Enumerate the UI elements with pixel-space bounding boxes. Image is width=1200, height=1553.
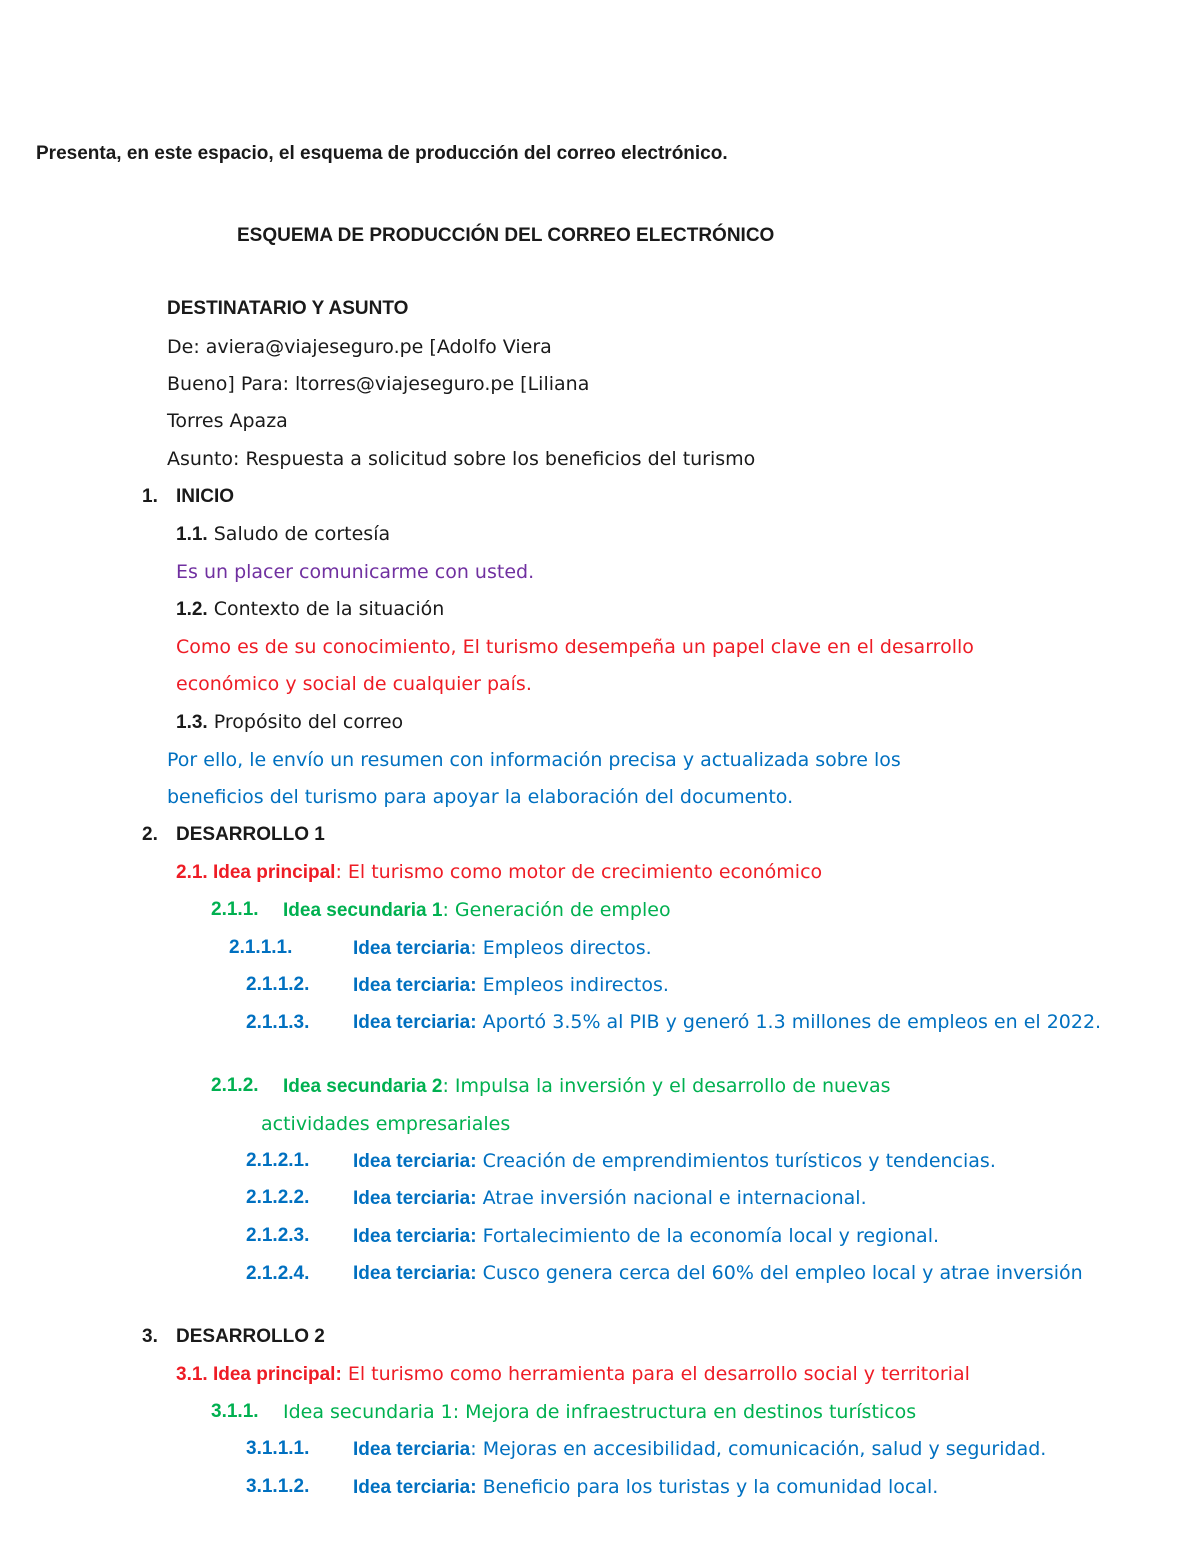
tertiary-idea-label: Idea terciaria:	[353, 1263, 477, 1284]
section-number: 1.	[142, 486, 158, 507]
subsection-label: Contexto de la situación	[207, 598, 445, 620]
tertiary-idea-label: Idea terciaria:	[353, 1226, 477, 1247]
secondary-idea-label: Idea secundaria 2	[283, 1076, 443, 1097]
main-idea-text: El turismo como herramienta para el desarrollo social y territorial	[341, 1363, 970, 1385]
tertiary-idea-number: 2.1.2.1.	[246, 1150, 310, 1171]
tertiary-idea-text: Aportó 3.5% al PIB y generó 1.3 millones de empleos en el 2022.	[476, 1011, 1102, 1033]
tertiary-idea-text: Cusco genera cerca del 60% del empleo local y atrae inversión	[476, 1262, 1083, 1284]
main-idea-number: 2.1.	[176, 862, 208, 883]
tertiary-idea-text: Creación de emprendimientos turísticos y tendencias.	[476, 1150, 996, 1172]
tertiary-idea-text: Fortalecimiento de la economía local y regional.	[476, 1225, 940, 1247]
main-idea-label: Idea principal	[207, 862, 336, 883]
main-idea-label: Idea principal:	[207, 1364, 342, 1385]
subsection-label: Saludo de cortesía	[207, 523, 391, 545]
main-idea	[176, 1363, 970, 1386]
tertiary-idea-text: Beneficio para los turistas y la comunidad local.	[476, 1476, 939, 1498]
to-name-line: Torres Apaza	[167, 410, 288, 432]
tertiary-idea-text: : Mejoras en accesibilidad, comunicación, salud y seguridad.	[470, 1438, 1047, 1460]
greeting-text: Es un placer comunicarme con usted.	[176, 561, 535, 583]
purpose-text-line: beneficios del turismo para apoyar la elaboración del documento.	[167, 786, 794, 808]
section-number: 2.	[142, 824, 158, 845]
tertiary-idea	[353, 1187, 867, 1210]
tertiary-idea-number: 2.1.2.4.	[246, 1263, 310, 1284]
secondary-idea-text: : Generación de empleo	[442, 899, 671, 921]
document-title: ESQUEMA DE PRODUCCIÓN DEL CORREO ELECTRÓNICO	[237, 225, 775, 246]
subsection-number: 1.3.	[176, 712, 208, 733]
recipient-heading: DESTINATARIO Y ASUNTO	[167, 298, 409, 319]
tertiary-idea-number: 3.1.1.2.	[246, 1476, 310, 1497]
tertiary-idea-number: 2.1.2.3.	[246, 1225, 310, 1246]
tertiary-idea-label: Idea terciaria:	[353, 1188, 477, 1209]
tertiary-idea	[353, 937, 652, 960]
secondary-idea	[283, 1075, 891, 1098]
secondary-idea	[283, 899, 671, 922]
tertiary-idea-label: Idea terciaria	[353, 938, 471, 959]
secondary-idea-label: Idea secundaria 1	[283, 900, 443, 921]
subject-line: Asunto: Respuesta a solicitud sobre los beneficios del turismo	[167, 448, 756, 470]
subsection-context	[176, 598, 444, 621]
tertiary-idea	[353, 1010, 1143, 1035]
tertiary-idea-number: 2.1.1.3.	[246, 1012, 310, 1033]
context-text-line: Como es de su conocimiento, El turismo desempeña un papel clave en el desarrollo	[176, 636, 974, 658]
tertiary-idea	[353, 974, 669, 997]
tertiary-idea-number: 3.1.1.1.	[246, 1438, 310, 1459]
purpose-text-line: Por ello, le envío un resumen con información precisa y actualizada sobre los	[167, 749, 901, 771]
section-heading-desarrollo-1: DESARROLLO 1	[176, 824, 325, 845]
tertiary-idea-label: Idea terciaria:	[353, 1012, 477, 1033]
from-line: De: aviera@viajeseguro.pe [Adolfo Viera	[167, 336, 552, 358]
secondary-idea-continuation: actividades empresariales	[261, 1113, 511, 1135]
subsection-label: Propósito del correo	[207, 711, 404, 733]
tertiary-idea-text: Atrae inversión nacional e internacional.	[476, 1187, 867, 1209]
tertiary-idea	[353, 1150, 996, 1173]
subsection-number: 1.1.	[176, 524, 208, 545]
tertiary-idea-label: Idea terciaria:	[353, 1151, 477, 1172]
secondary-idea-number: 2.1.1.	[211, 899, 259, 920]
tertiary-idea	[353, 1476, 938, 1499]
tertiary-idea-number: 2.1.1.2.	[246, 974, 310, 995]
tertiary-idea-text: Empleos indirectos.	[476, 974, 669, 996]
instructions: Presenta, en este espacio, el esquema de producción del correo electrónico.	[36, 143, 728, 164]
secondary-idea-number: 3.1.1.	[211, 1401, 259, 1422]
section-number: 3.	[142, 1326, 158, 1347]
tertiary-idea-number: 2.1.1.1.	[229, 937, 293, 958]
secondary-idea-text: : Impulsa la inversión y el desarrollo de nuevas	[442, 1075, 891, 1097]
section-heading-desarrollo-2: DESARROLLO 2	[176, 1326, 325, 1347]
subsection-greeting	[176, 523, 390, 546]
subsection-purpose	[176, 711, 403, 734]
tertiary-idea-text: : Empleos directos.	[470, 937, 652, 959]
tertiary-idea	[353, 1225, 939, 1248]
section-heading-inicio: INICIO	[176, 486, 235, 507]
secondary-idea-number: 2.1.2.	[211, 1075, 259, 1096]
main-idea-number: 3.1.	[176, 1364, 208, 1385]
subsection-number: 1.2.	[176, 599, 208, 620]
main-idea	[176, 861, 822, 884]
context-text-line: económico y social de cualquier país.	[176, 673, 532, 695]
tertiary-idea	[353, 1438, 1046, 1461]
tertiary-idea-number: 2.1.2.2.	[246, 1187, 310, 1208]
tertiary-idea	[353, 1261, 1093, 1286]
tertiary-idea-label: Idea terciaria:	[353, 1477, 477, 1498]
tertiary-idea-label: Idea terciaria:	[353, 975, 477, 996]
main-idea-text: : El turismo como motor de crecimiento económico	[335, 861, 823, 883]
tertiary-idea-label: Idea terciaria	[353, 1439, 471, 1460]
to-line: Bueno] Para: ltorres@viajeseguro.pe [Liliana	[167, 373, 590, 395]
secondary-idea-text: Idea secundaria 1: Mejora de infraestructura en destinos turísticos	[283, 1401, 917, 1423]
